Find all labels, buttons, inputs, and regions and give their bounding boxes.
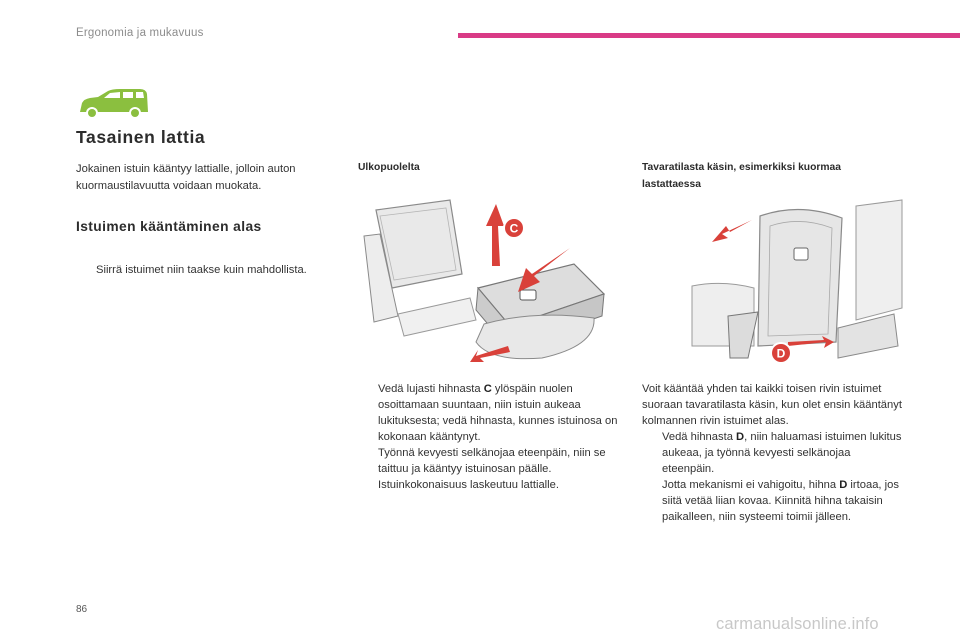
left-bullet [76, 262, 348, 278]
sub-heading: Istuimen kääntäminen alas [76, 219, 262, 234]
header-accent-bar [458, 33, 960, 38]
right-bullet [642, 429, 904, 525]
left-bullet-text: Siirrä istuimet niin taakse kuin mahdollista. [96, 264, 307, 276]
intro-text: Jokainen istuin kääntyy lattialle, jolloin auton kuormaustilavuutta voidaan muokata. [76, 163, 296, 192]
right-paragraph: Voit kääntää yhden tai kaikki toisen rivin istuimet suoraan tavaratilasta käsin, kun olet ensin kääntänyt kolmannen rivin istuimet alas. [642, 383, 902, 427]
middle-bullet [358, 381, 620, 493]
seat-trunk-figure [688, 196, 904, 370]
header-title: Ergonomia ja mukavuus [76, 27, 204, 39]
bullet-icon [642, 429, 662, 430]
figure-label-d: D [776, 346, 786, 361]
right-bullet-text: Vedä hihnasta D, niin haluamasi istuimen lukitus aukeaa, ja työnnä kevyesti selkänojaa eteenpäin. Jotta mekanismi ei vahigoitu, hihna D irtoaa, jos siitä vetää liian kovaa. Kiinnitä hihna takaisin paikalleen, niin systeemi toimii jälleen. [662, 431, 902, 523]
right-heading: Tavaratilasta käsin, esimerkiksi kuormaa lastattaessa [642, 162, 841, 190]
section-title: Tasainen lattia [76, 127, 206, 147]
green-car-icon [76, 88, 150, 122]
middle-heading: Ulkopuolelta [358, 162, 420, 173]
watermark: carmanualsonline.info [716, 615, 879, 633]
figure-label-c: C [509, 221, 519, 236]
bullet-icon [358, 381, 378, 382]
middle-bullet-text: Vedä lujasti hihnasta C ylöspäin nuolen osoittamaan suuntaan, niin istuin aukeaa lukituksesta; vedä hihnasta, kunnes istuinosa on kokonaan kääntynyt. Työnnä kevyesti selkänojaa eteenpäin, niin se taittuu ja kääntyy istuinosan päälle. Istuinkokonaisuus laskeutuu lattialle. [378, 383, 618, 491]
bullet-icon [76, 262, 96, 263]
seat-exterior-figure [358, 196, 618, 368]
page-number: 86 [76, 604, 88, 615]
